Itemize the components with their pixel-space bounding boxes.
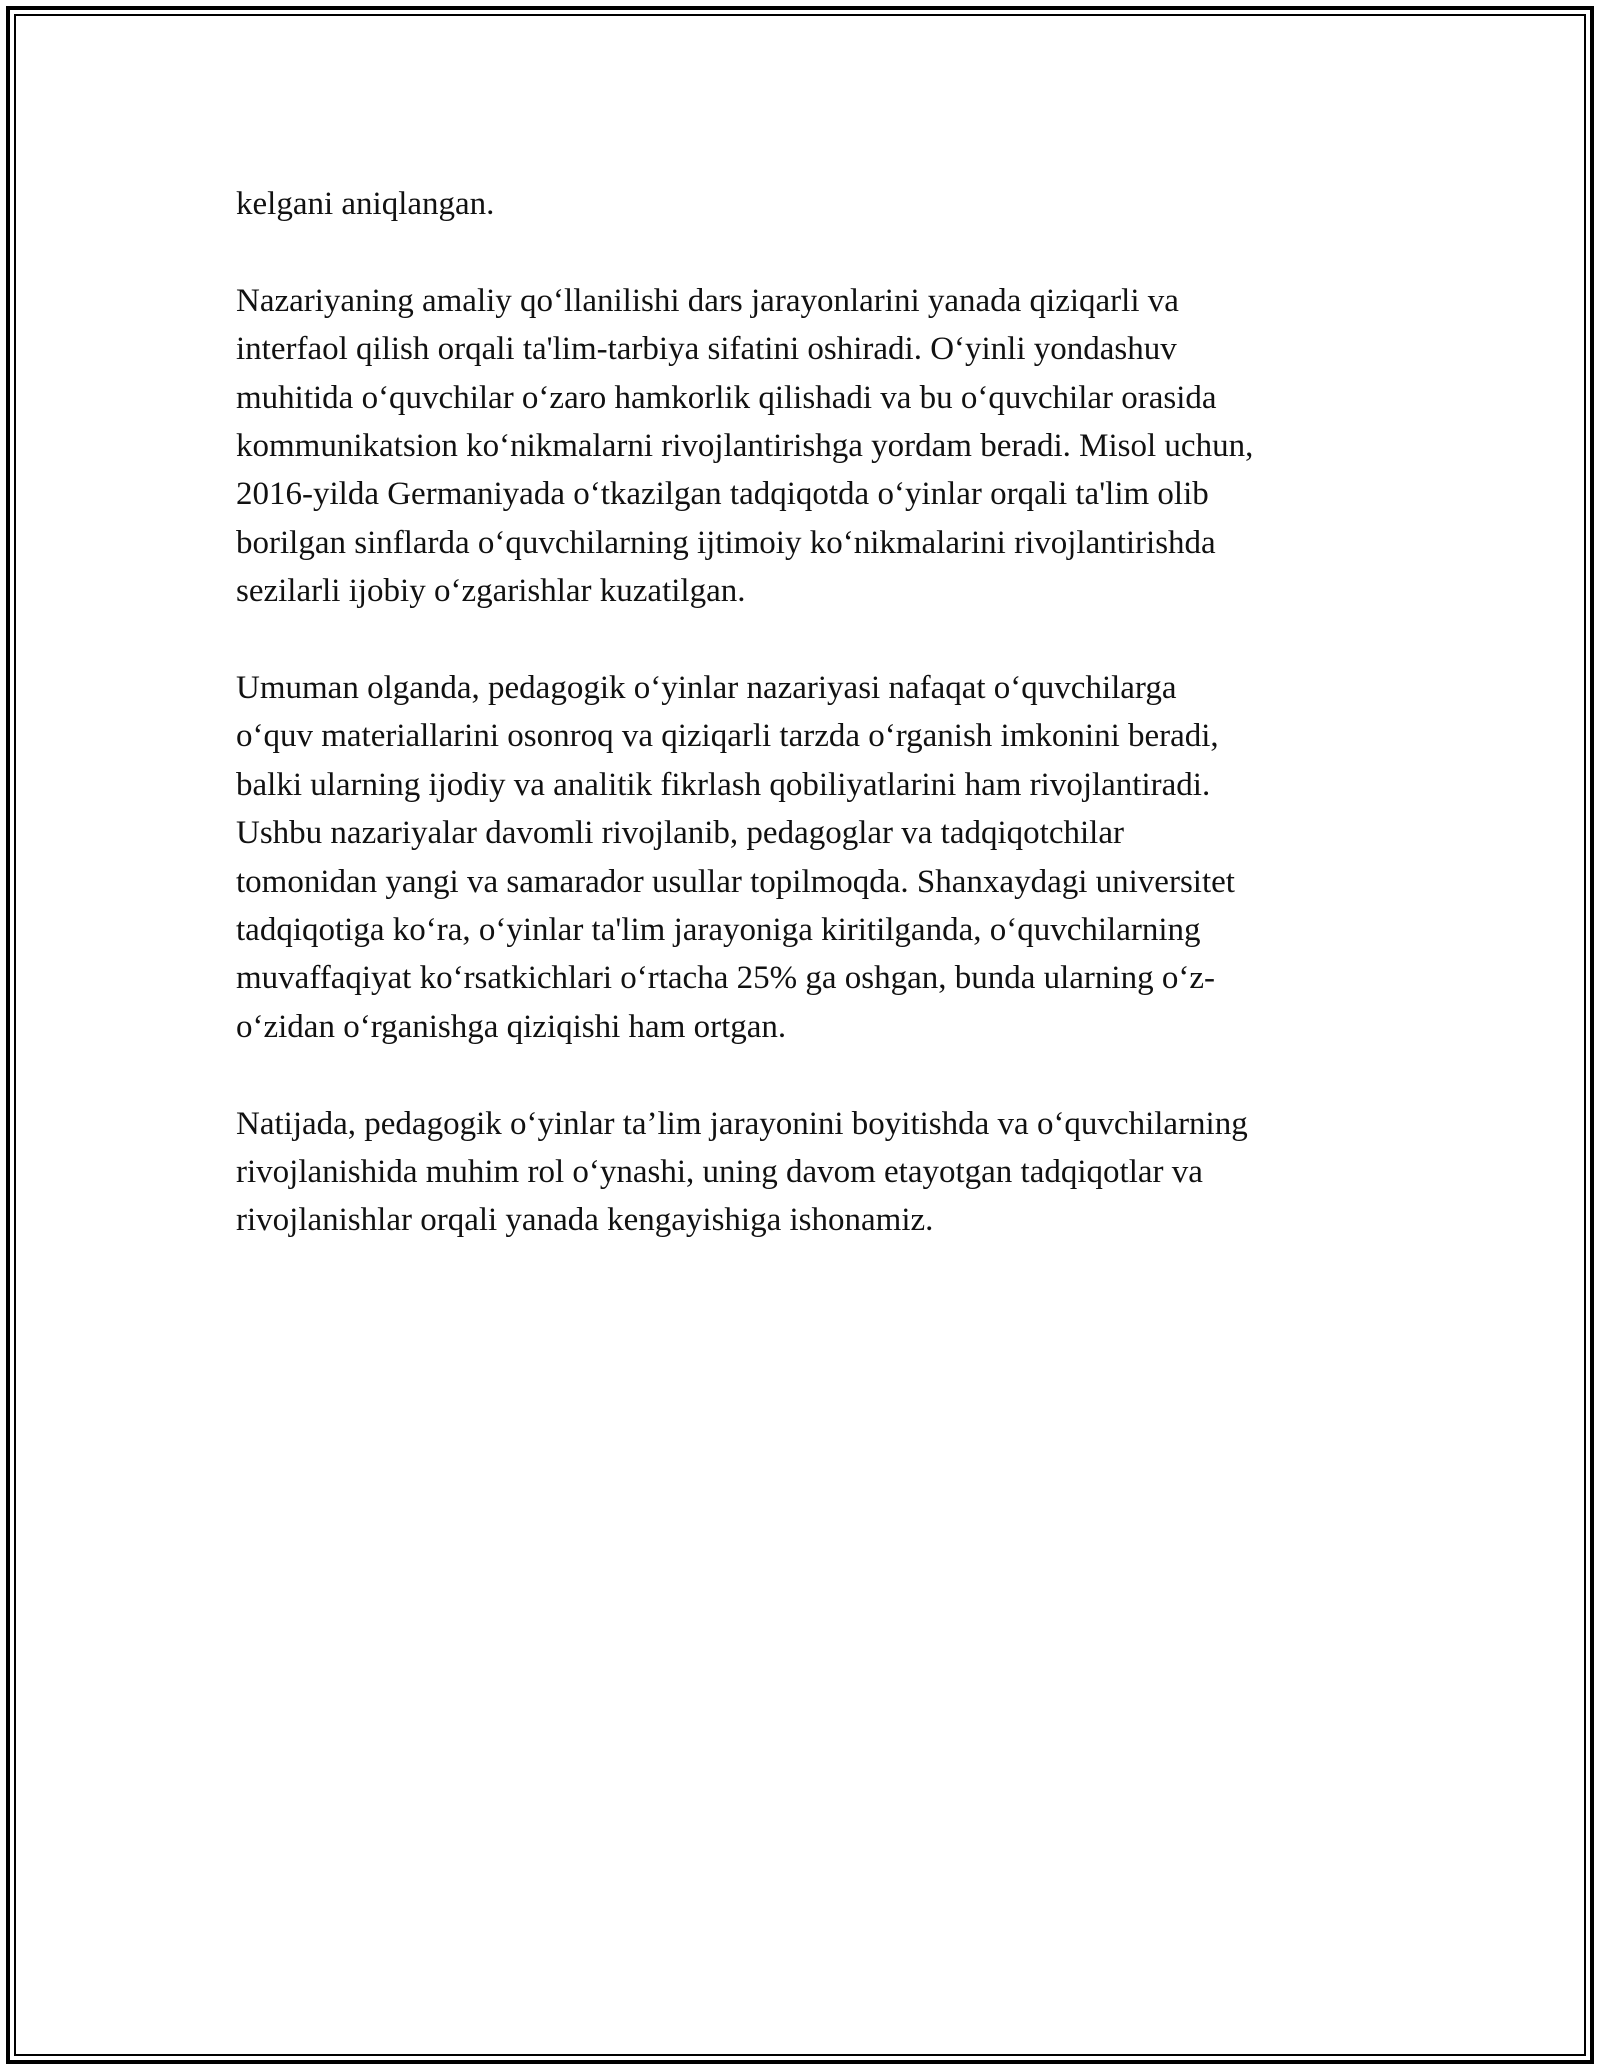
document-body	[236, 180, 1386, 1293]
paragraph-summary: Umuman olganda, pedagogik o‘yinlar nazariyasi nafaqat o‘quvchilarga o‘quv materiallarini osonroq va qiziqarli tarzda o‘rganish imkonini beradi, balki ularning ijodiy va analitik fikrlash qobiliyatlarini ham rivojlantiradi. Ushbu nazariyalar davomli rivojlanib, pedagoglar va tadqiqotchilar tomonidan yangi va samarador usullar topilmoqda. Shanxaydagi universitet tadqiqotiga ko‘ra, o‘yinlar ta'lim jarayoniga kiritilganda, o‘quvchilarning muvaffaqiyat ko‘rsatkichlari o‘rtacha 25% ga oshgan, bunda ularning o‘z- o‘zidan o‘rganishga qiziqishi ham ortgan.	[236, 670, 1235, 1045]
paragraph-conclusion: Natijada, pedagogik o‘yinlar ta’lim jarayonini boyitishda va o‘quvchilarning rivojlanishida muhim rol o‘ynashi, uning davom etayotgan tadqiqotlar va rivojlanishlar orqali yanada kengayishiga ishonamiz.	[236, 1105, 1248, 1239]
paragraph-practical-application: Nazariyaning amaliy qo‘llanilishi dars jarayonlarini yanada qiziqarli va interfaol qilish orqali ta'lim-tarbiya sifatini oshiradi. O‘yinli yondashuv muhitida o‘quvchilar o‘zaro hamkorlik qilishadi va bu o‘quvchilar orasida kommunikatsion ko‘nikmalarni rivojlantirishga yordam beradi. Misol uchun, 2016-yilda Germaniyada o‘tkazilgan tadqiqotda o‘yinlar orqali ta'lim olib borilgan sinflarda o‘quvchilarning ijtimoiy ko‘nikmalarini rivojlantirishda sezilarli ijobiy o‘zgarishlar kuzatilgan.	[236, 282, 1254, 610]
paragraph-continuation: kelgani aniqlangan.	[236, 186, 495, 222]
